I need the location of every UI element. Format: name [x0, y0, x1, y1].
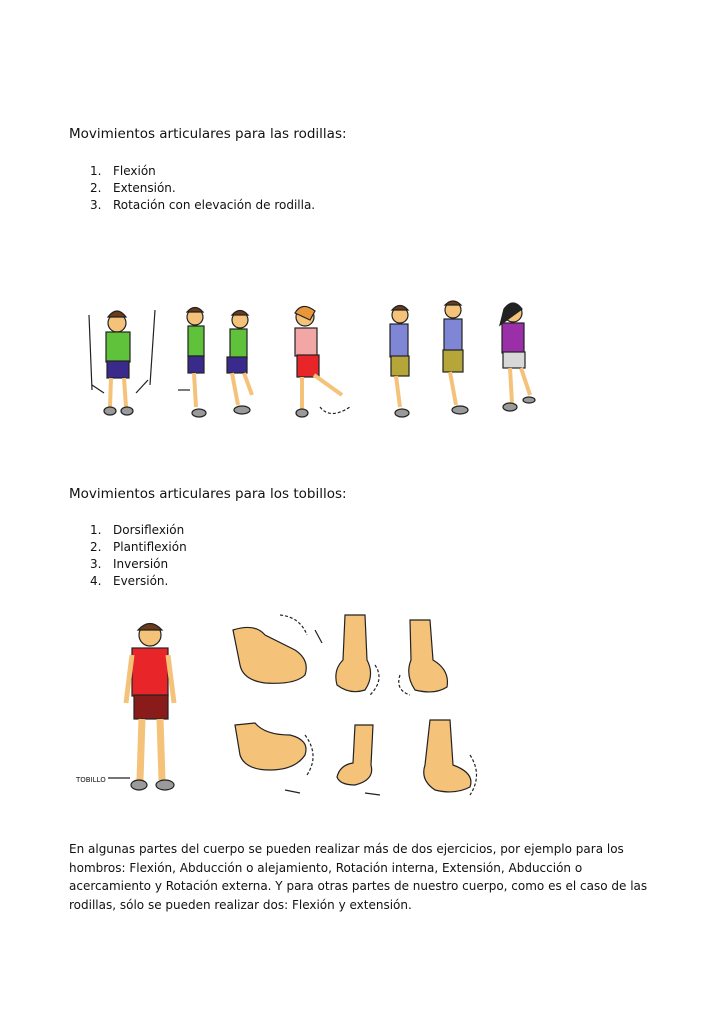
knees-list	[90, 163, 315, 214]
foot-eversion-1	[337, 725, 380, 795]
foot-inversion-1	[336, 615, 379, 695]
list-item: 2. Plantiflexión	[90, 540, 187, 554]
list-item: 3. Inversión	[90, 557, 169, 571]
girl-purple-shirt	[500, 303, 535, 411]
foot-plantiflexion	[235, 723, 313, 793]
ankle-movements-illustration	[225, 605, 495, 800]
list-item: 1. Flexión	[90, 164, 156, 178]
boy-red-shirt-front	[70, 615, 185, 795]
knee-movements-illustration	[80, 295, 560, 430]
boy-blue-shirt-side-2	[443, 301, 468, 414]
foot-inversion-2	[399, 620, 448, 695]
boy-green-shirt-side-1	[178, 308, 206, 418]
summary-paragraph: En algunas partes del cuerpo se pueden realizar más de dos ejercicios, por ejemplo para los hombros: Flexión, Abducción o alejamiento, Rotación interna, Extensión, Abducción o acercamiento y Rotación externa. Y para otras partes de nuestro cuerpo, como es el caso de las rodillas, sólo se pueden realizar dos: Flexión y extensión.	[69, 842, 648, 912]
list-item: 3. Rotación con elevación de rodilla.	[90, 198, 316, 212]
tobillo-label: TOBILLO	[76, 776, 106, 784]
foot-dorsiflexion	[233, 615, 322, 683]
girl-pink-shirt-kicking	[295, 306, 350, 417]
list-item: 2. Extensión.	[90, 181, 176, 195]
knees-heading: Movimientos articulares para las rodillas:	[69, 126, 347, 142]
list-item: 4. Eversión.	[90, 574, 169, 588]
boy-blue-shirt-side-1	[390, 306, 409, 418]
boy-green-shirt-side-2	[227, 311, 252, 415]
foot-eversion-2	[424, 720, 477, 795]
list-item: 1. Dorsiflexión	[90, 523, 185, 537]
boy-green-shirt-front	[89, 310, 155, 415]
ankles-list	[90, 522, 187, 590]
ankles-heading: Movimientos articulares para los tobillos:	[69, 486, 347, 502]
